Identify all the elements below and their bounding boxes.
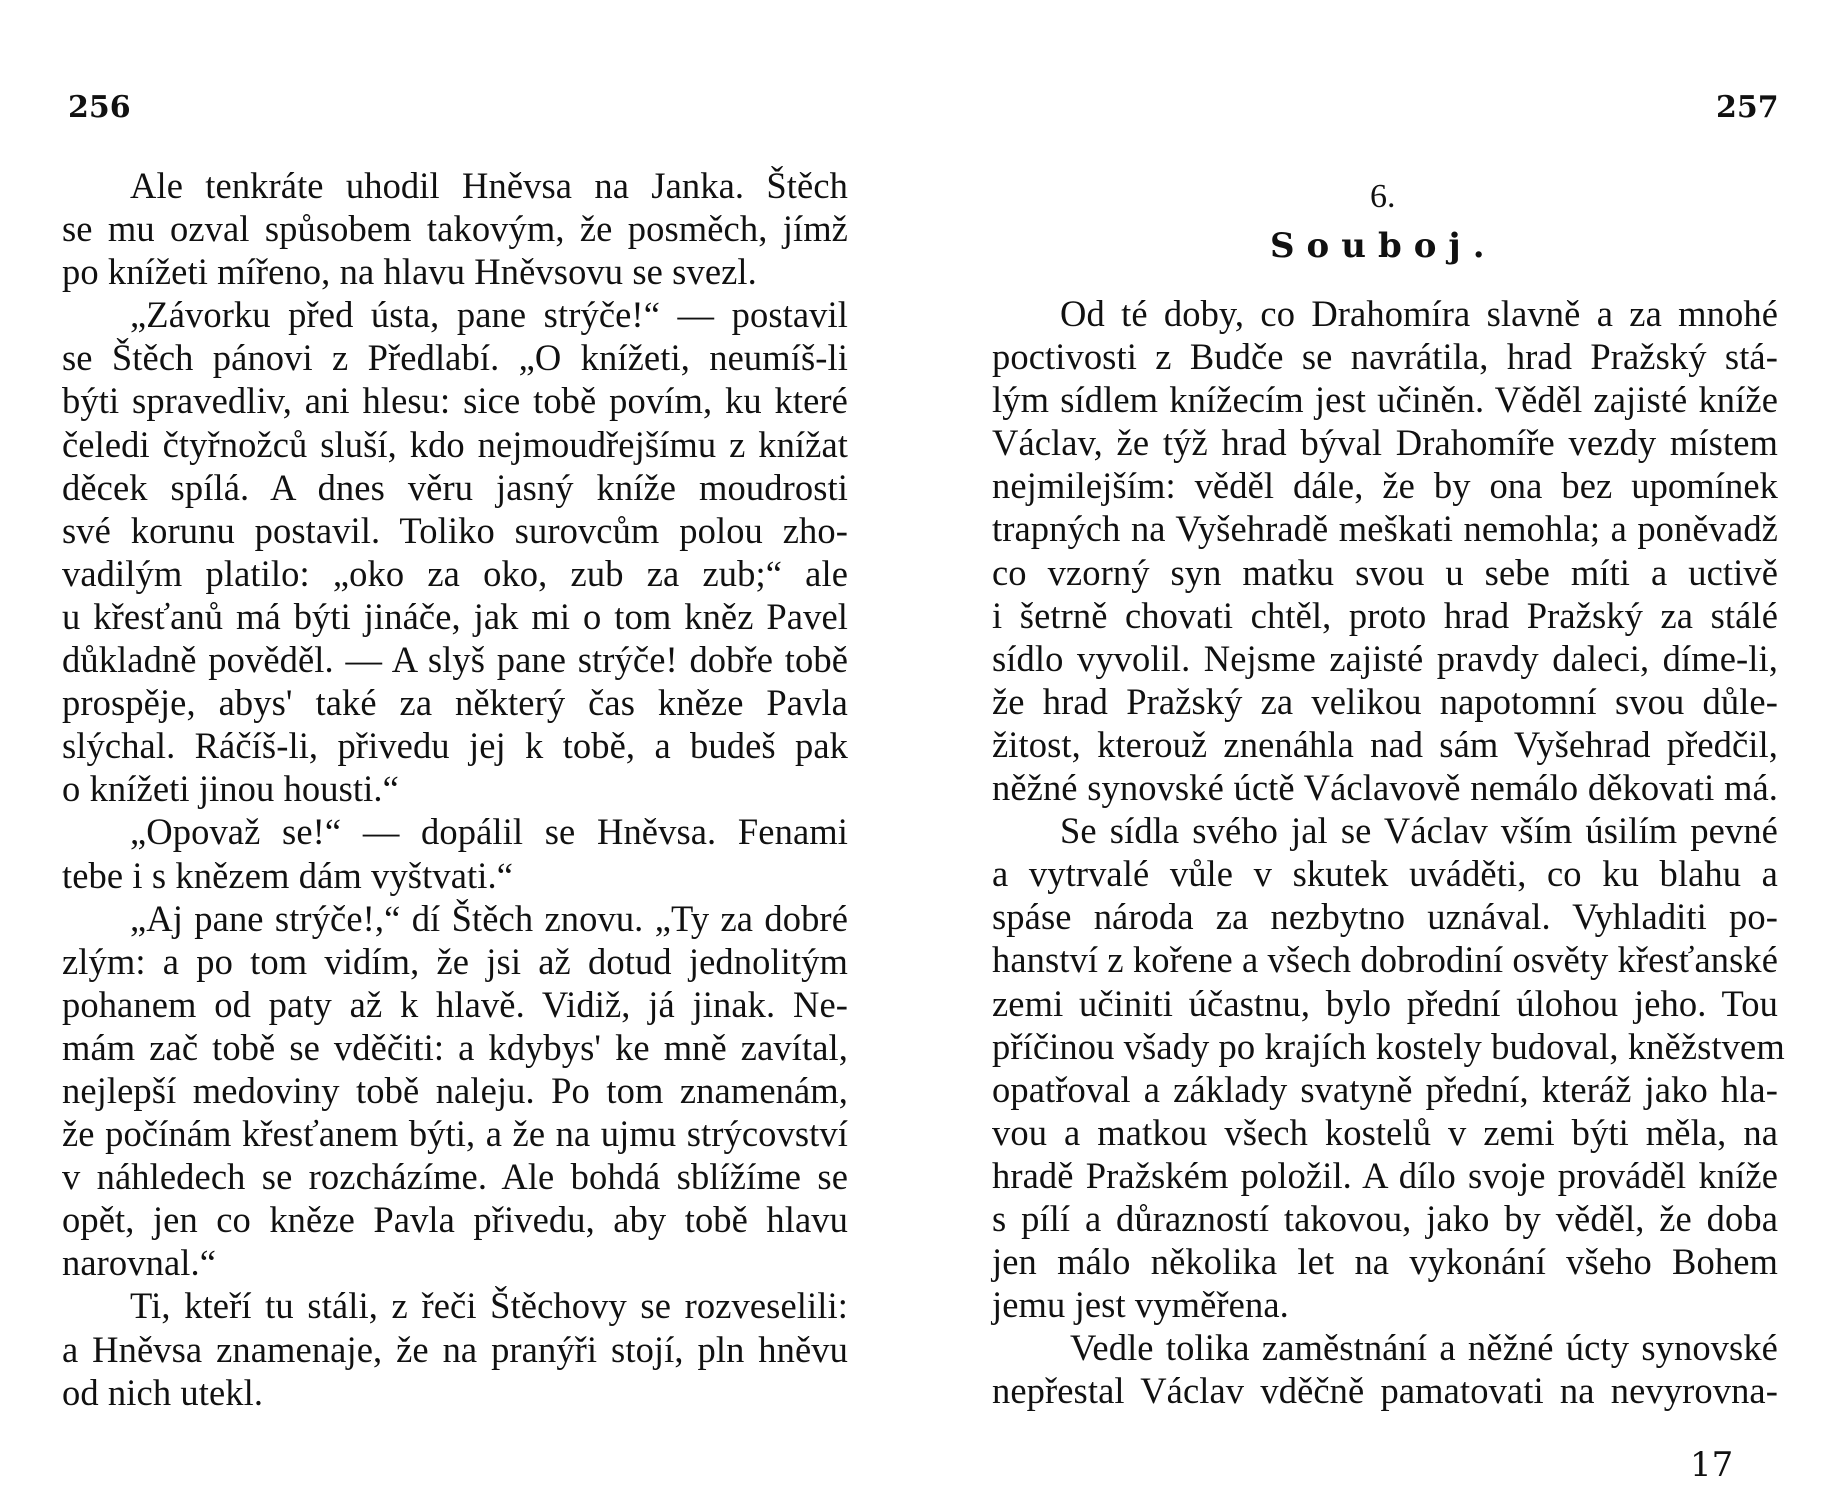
text-line: i šetrně chovati chtěl, proto hrad Pražský za stálé bbox=[992, 594, 1778, 636]
text-line: nepřestal Václav vděčně pamatovati na nevyrovna- bbox=[992, 1370, 1778, 1412]
text-line: mám zač tobě se vděčiti: a kdybys' ke mně zavítal, bbox=[62, 1026, 848, 1068]
text-line: „Závorku před ústa, pane strýče!“ — postavil bbox=[130, 294, 848, 336]
text-line: trapných na Vyšehradě meškati nemohla; a poněvadž bbox=[992, 508, 1778, 550]
text-line: se Štěch pánovi z Předlabí. „O knížeti, neumíš-li bbox=[62, 337, 848, 379]
page-number-right: 257 bbox=[1716, 90, 1779, 125]
text-line: po knížeti mířeno, na hlavu Hněvsovu se svezl. bbox=[62, 251, 757, 293]
text-line: opatřoval a základy svatyně přední, kteráž jako hla- bbox=[992, 1068, 1778, 1110]
text-line: čeledi čtyřnožců sluší, kdo nejmoudřejšímu z knížat bbox=[62, 423, 848, 465]
text-line: hanství z kořene a všech dobrodiní osvěty křesťanské bbox=[992, 939, 1779, 981]
text-line: příčinou všady po krajích kostely budoval, kněžstvem bbox=[992, 1025, 1785, 1067]
text-line: Ale tenkráte uhodil Hněvsa na Janka. Štěch bbox=[130, 165, 848, 206]
text-line: jemu jest vyměřena. bbox=[992, 1284, 1289, 1326]
text-line: že počínám křesťanem býti, a že na ujmu strýcovství bbox=[62, 1113, 848, 1155]
text-line: Ti, kteří tu stáli, z řeči Štěchovy se rozveselili: bbox=[130, 1285, 848, 1327]
text-line: se mu ozval spůsobem takovým, že posměch, jímž bbox=[62, 208, 848, 250]
text-line: vadilým platilo: „oko za oko, zub za zub;“ ale bbox=[62, 552, 848, 594]
text-line: co vzorný syn matku svou u sebe míti a uctivě bbox=[992, 551, 1778, 593]
text-line: opět, jen co kněze Pavla přivedu, aby tobě hlavu bbox=[62, 1199, 848, 1241]
text-line: býti spravedliv, ani hlesu: sice tobě povím, ku které bbox=[62, 380, 848, 422]
text-line: a vytrvalé vůle v skutek uváděti, co ku blahu a bbox=[992, 853, 1778, 895]
text-line: prospěje, abys' také za některý čas kněze Pavla bbox=[62, 682, 848, 724]
text-line: vou a matkou všech kostelů v zemi býti měla, na bbox=[992, 1111, 1778, 1153]
text-line: narovnal.“ bbox=[62, 1242, 217, 1284]
text-line: v náhledech se rozcházíme. Ale bohdá sblížíme se bbox=[62, 1156, 848, 1198]
signature-mark-text: 17 bbox=[1690, 1445, 1734, 1485]
text-line: zlým: a po tom vidím, že jsi až dotud jednolitým bbox=[62, 940, 848, 982]
text-line: Václav, že týž hrad býval Drahomíře vezdy místem bbox=[992, 422, 1778, 464]
text-line: že hrad Pražský za velikou napotomní svou důle- bbox=[992, 680, 1778, 722]
text-line: nejlepší medoviny tobě naleju. Po tom znamenám, bbox=[62, 1069, 848, 1111]
text-line: u křesťanů má býti jináče, jak mi o tom kněz Pavel bbox=[62, 595, 848, 637]
text-line: žitost, kterouž znenáhla nad sám Vyšehrad předčil, bbox=[992, 723, 1778, 765]
text-line: něžné synovské úctě Václavově nemálo děkovati má. bbox=[992, 767, 1778, 809]
text-line: o knížeti jinou housti.“ bbox=[62, 768, 399, 810]
text-line: sídlo vyvolil. Nejsme zajisté pravdy daleci, díme-li, bbox=[992, 637, 1778, 679]
text-line: nejmilejším: věděl dále, že by ona bez upomínek bbox=[992, 465, 1778, 507]
text-line: poctivosti z Budče se navrátila, hrad Pražský stá- bbox=[992, 336, 1778, 378]
text-line: „Opovaž se!“ — dopálil se Hněvsa. Fenami bbox=[130, 811, 848, 853]
text-line: od nich utekl. bbox=[62, 1371, 264, 1413]
text-line: lým sídlem knížecím jest učiněn. Věděl zajisté kníže bbox=[992, 379, 1778, 421]
chapter-title: Souboj. bbox=[1270, 226, 1497, 266]
text-line: jen málo několika let na vykonání všeho Bohem bbox=[992, 1241, 1778, 1283]
text-line: děcek spílá. A dnes věru jasný kníže moudrosti bbox=[62, 466, 848, 508]
text-line: „Aj pane strýče!,“ dí Štěch znovu. „Ty za dobré bbox=[130, 897, 848, 939]
text-line: hradě Pražském položil. A dílo svoje prováděl kníže bbox=[992, 1154, 1778, 1196]
text-line: tebe i s knězem dám vyštvati.“ bbox=[62, 854, 513, 896]
chapter-number: 6. bbox=[1370, 178, 1396, 215]
text-line: Od té doby, co Drahomíra slavně a za mnohé bbox=[1060, 293, 1778, 334]
text-line: důkladně pověděl. — A slyš pane strýče! dobře tobě bbox=[62, 639, 848, 681]
page-number-left: 256 bbox=[68, 90, 131, 125]
text-line: s pílí a důrazností takovou, jako by věděl, že doba bbox=[992, 1197, 1778, 1239]
text-line: slýchal. Ráčíš-li, přivedu jej k tobě, a budeš pak bbox=[62, 725, 848, 767]
text-line: a Hněvsa znamenaje, že na pranýři stojí, pln hněvu bbox=[62, 1328, 848, 1370]
text-line: pohanem od paty až k hlavě. Vidiž, já jinak. Ne- bbox=[62, 983, 848, 1025]
text-line: spáse národa za nezbytno uznával. Vyhladiti po- bbox=[992, 896, 1778, 938]
text-line: Vedle tolika zaměstnání a něžné úcty synovské bbox=[1070, 1327, 1778, 1369]
text-line: zemi učiniti účastnu, bylo přední úlohou jeho. Tou bbox=[992, 982, 1778, 1024]
text-line: své korunu postavil. Toliko surovcům polou zho- bbox=[62, 509, 848, 551]
text-line: Se sídla svého jal se Václav vším úsilím pevné bbox=[1060, 810, 1778, 852]
